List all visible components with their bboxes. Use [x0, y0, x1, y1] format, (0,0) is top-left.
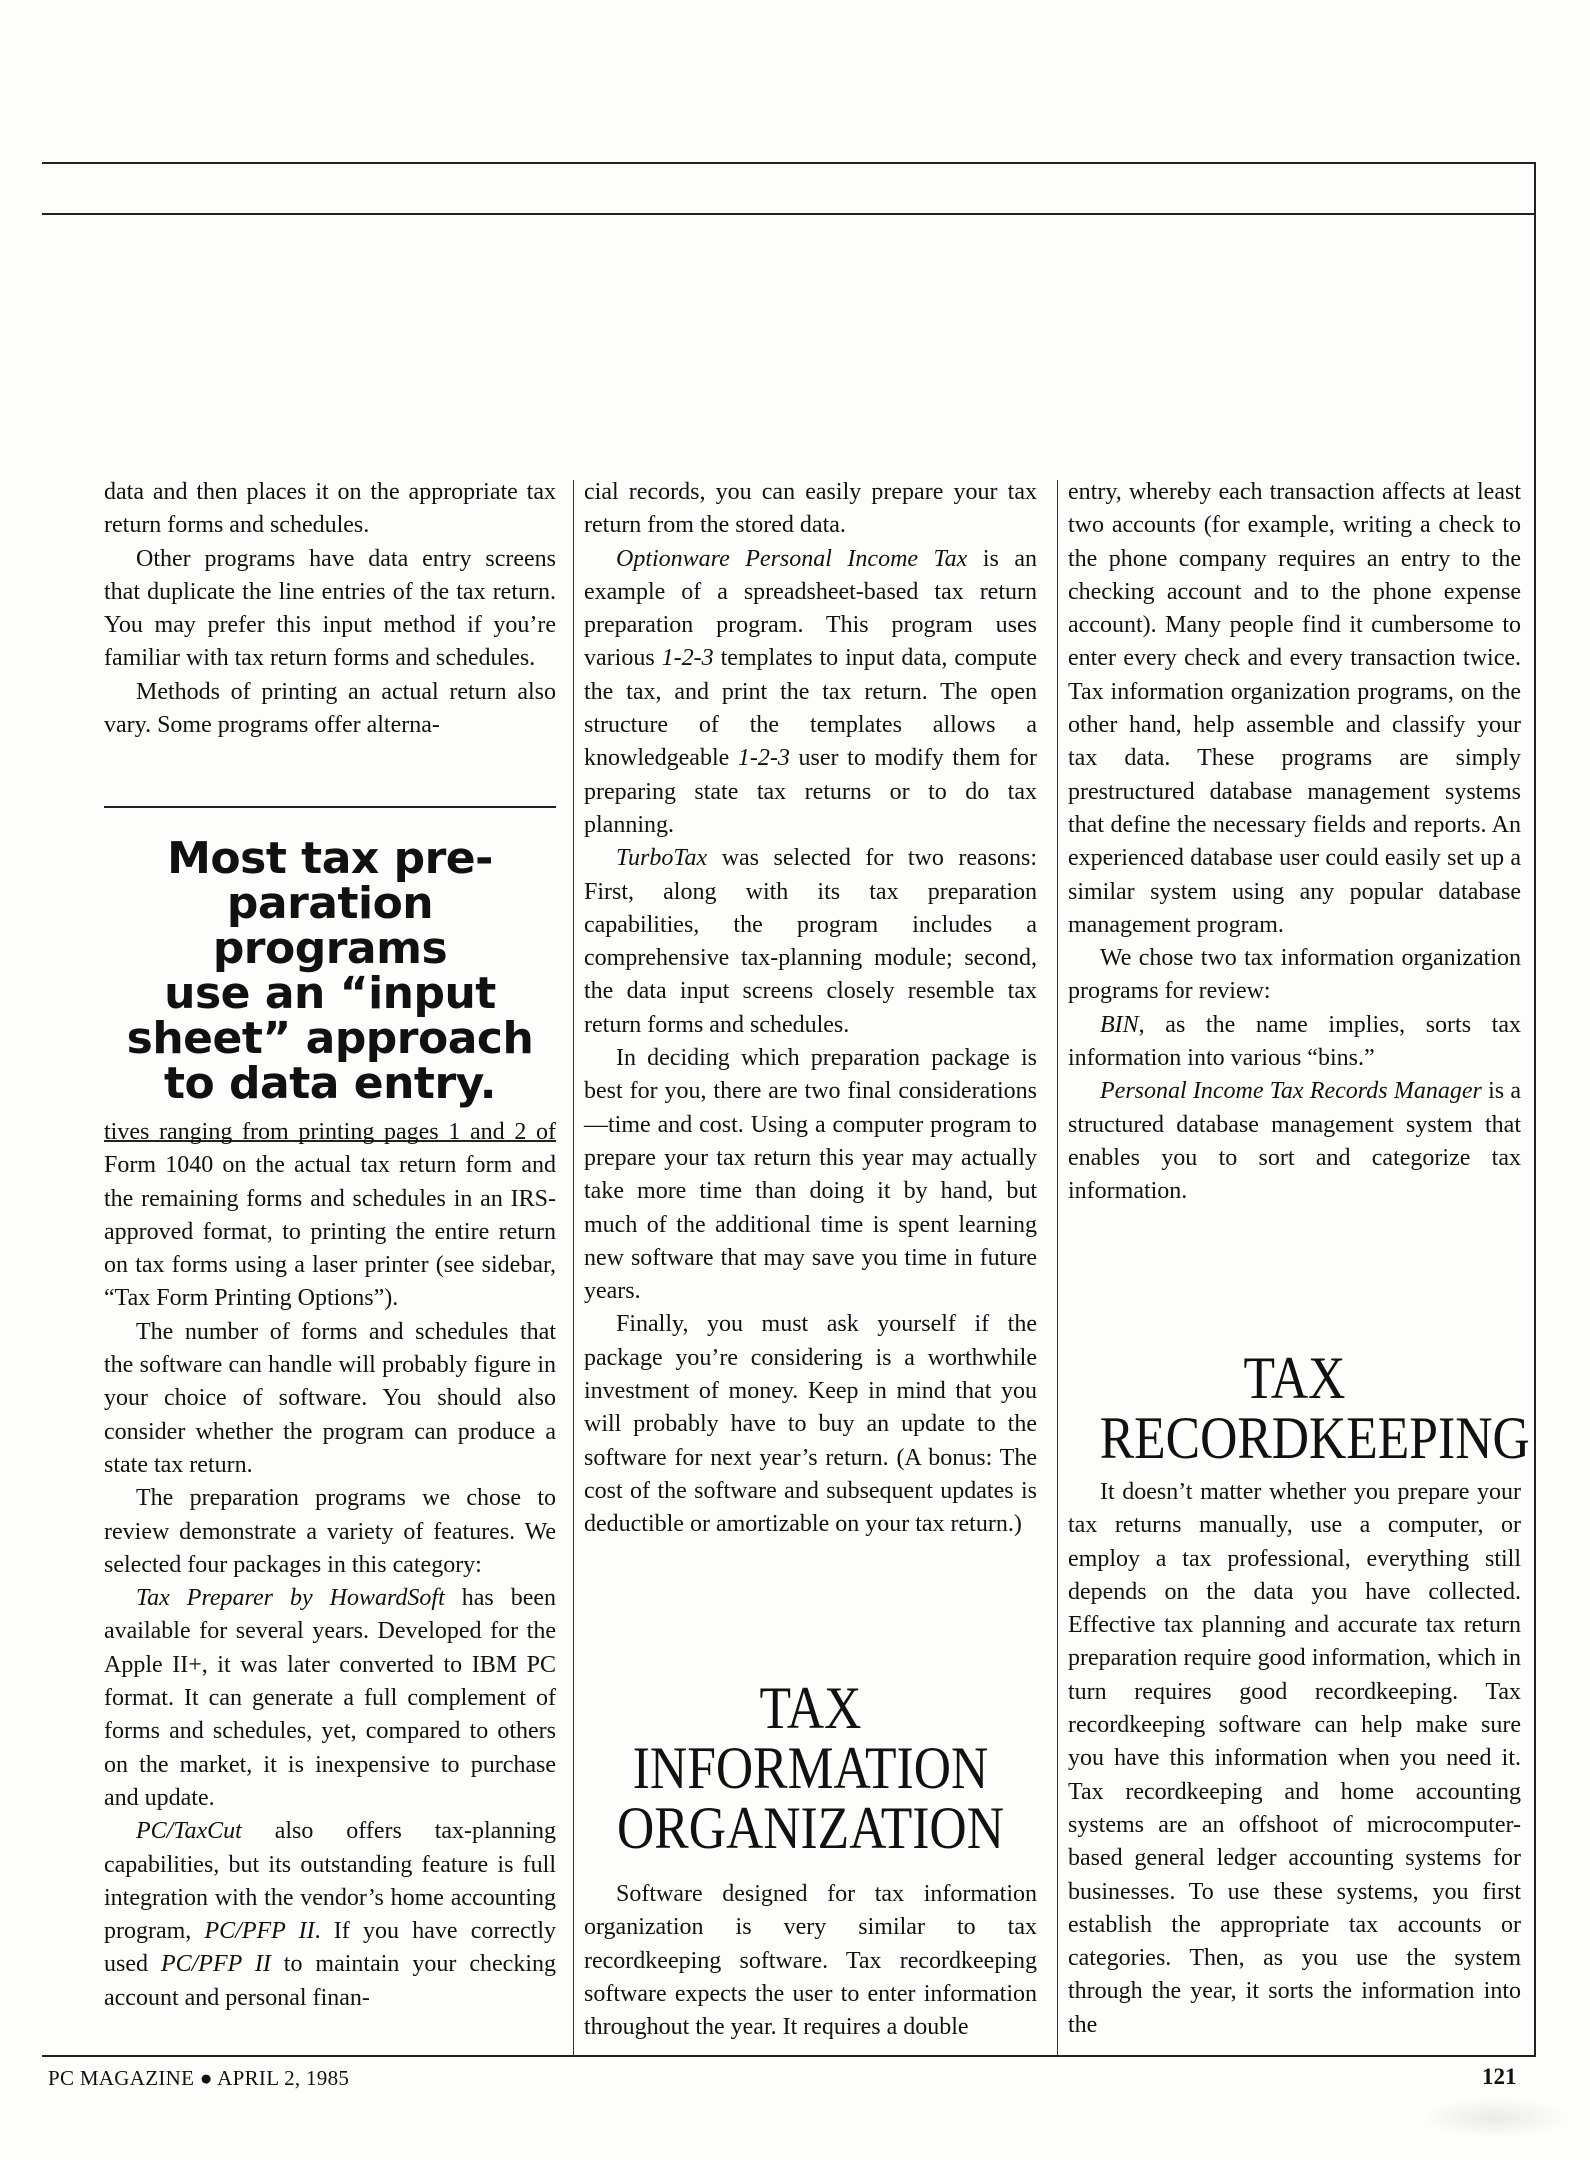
paragraph-text: to maintain your checking account and personal finan- — [104, 1951, 556, 2011]
column-3-top — [1068, 476, 1521, 1209]
paragraph-text: was selected for two reasons: First, along with its tax preparation capabilities, the program includes a comprehensive tax-planning module; second, the data input screens closely resemble tax return forms and schedules. — [584, 845, 1037, 1038]
heading-line: TAX — [759, 1675, 862, 1741]
paragraph: tives ranging from printing pages 1 and 2 of Form 1040 on the actual tax return form and the remaining forms and schedules in an IRS-approved format, to printing the entire return on tax forms using a laser printer (see sidebar, “Tax Form Printing Options”). — [104, 1119, 556, 1312]
paragraph — [1068, 1075, 1521, 1208]
paragraph: Finally, you must ask yourself if the package you’re considering is a worthwhile investment of money. Keep in mind that you will probably have to buy an update to the software for next year’s return. (A bonus: The cost of the software and subsequent updates is deductible or amortizable on your tax return.) — [584, 1311, 1037, 1538]
pull-quote-line: Most tax pre- — [167, 833, 493, 884]
product-name: Optionware Personal Income Tax — [616, 545, 968, 572]
paragraph: It doesn’t matter whether you prepare your tax returns manually, use a computer, or employ a tax professional, everything still depends on the data you have collected. Effective tax planning and accurate tax return preparation require good information, which in turn requires good recordkeeping. Tax recordkeeping software can help make sure you have this information when you need it. Tax recordkeeping and home accounting systems are an offshoot of microcomputer-based general ledger accounting systems for businesses. To use these systems, you first establish the appropriate tax accounts or categories. Then, as you use the system through the year, it sorts the information into the — [1068, 1479, 1521, 2038]
paragraph-text: . If you have correctly used — [104, 1918, 556, 1978]
paragraph-text: is an example of a spreadsheet-based tax return preparation program. This program uses various — [584, 545, 1037, 672]
pull-quote-line: paration programs — [212, 878, 448, 974]
paragraph: data and then places it on the appropriate tax return forms and schedules. — [104, 479, 556, 539]
column-2-top — [584, 476, 1037, 1542]
paragraph: In deciding which preparation package is best for you, there are two final considerations—time and cost. Using a computer program to prepare your tax return this year may actually take more time than doing it by hand, but much of the additional time is spent learning new software that may save you time in future years. — [584, 1045, 1037, 1305]
column-divider-2 — [1057, 480, 1058, 2055]
column-1-top — [104, 476, 556, 742]
section-heading-tax-information-organization — [616, 1675, 1006, 1861]
paragraph-text: , as the name implies, sorts tax information into various “bins.” — [1068, 1011, 1521, 1072]
paragraph-text: has been available for several years. Developed for the Apple II+, it was later converted to IBM PC format. It can generate a full complement of forms and schedules, yet, compared to others on the market, it is inexpensive to purchase and update. — [104, 1585, 556, 1811]
product-name: Tax Preparer by HowardSoft — [136, 1585, 445, 1612]
section-heading-tax-recordkeeping — [1099, 1345, 1530, 1471]
product-name: PC/TaxCut — [136, 1818, 242, 1845]
heading-line: INFORMATION — [632, 1735, 989, 1801]
paragraph — [104, 1582, 556, 1815]
column-divider-1 — [573, 480, 574, 2055]
column-2-bottom — [584, 1878, 1037, 2044]
paragraph: entry, whereby each transaction affects at least two accounts (for example, writing a check to the phone company requires an entry to the checking account and to the phone expense account). Many people find it cumbersome to enter every check and every transaction twice. Tax information organization programs, on the other hand, help assemble and classify your tax data. These programs are simply prestructured database management systems that define the necessary fields and reports. An experienced database user could easily set up a similar system using any popular database management program. — [1068, 479, 1521, 938]
product-name: BIN — [1100, 1011, 1139, 1038]
top-rule — [42, 162, 1536, 164]
paragraph — [104, 1815, 556, 2015]
paragraph — [584, 543, 1037, 843]
page-number: 121 — [1482, 2064, 1517, 2089]
paragraph: The number of forms and schedules that the software can handle will probably figure in your choice of software. You should also consider whether the program can produce a state tax return. — [104, 1318, 556, 1478]
paragraph: cial records, you can easily prepare your tax return from the stored data. — [584, 479, 1037, 539]
pull-quote-line: to data entry. — [163, 1058, 497, 1109]
product-name: TurboTax — [616, 845, 708, 872]
pull-quote — [104, 806, 556, 1142]
paragraph: The preparation programs we chose to review demonstrate a variety of features. We selected four packages in this category: — [104, 1485, 556, 1578]
product-name: 1-2-3 — [737, 745, 790, 772]
heading-line: RECORDKEEPING — [1099, 1405, 1530, 1471]
column-1-bottom — [104, 1116, 556, 2015]
product-name: 1-2-3 — [661, 645, 714, 672]
right-border-rule — [1534, 162, 1536, 2057]
scan-smudge — [1420, 2098, 1570, 2138]
paragraph: Other programs have data entry screens that duplicate the line entries of the tax return. You may prefer this input method if you’re familiar with tax return forms and schedules. — [104, 545, 556, 672]
footer-publication: PC MAGAZINE ● APRIL 2, 1985 — [48, 2066, 350, 2090]
product-name: Personal Income Tax Records Manager — [1100, 1078, 1482, 1105]
paragraph-text: is a structured database management system that enables you to sort and categorize tax information. — [1068, 1078, 1521, 1205]
pull-quote-line: use an “input — [164, 968, 496, 1019]
paragraph — [584, 842, 1037, 1042]
pull-quote-line: sheet” approach — [126, 1013, 534, 1064]
paragraph-text: templates to input data, compute the tax, and print the tax return. The open structure of the templates allows a knowledgeable — [584, 645, 1037, 772]
product-name: PC/PFP II — [160, 1951, 271, 1978]
product-name: PC/PFP II — [204, 1918, 315, 1945]
column-3-bottom — [1068, 1476, 1521, 2042]
paragraph: Software designed for tax information organization is very similar to tax recordkeeping software. Tax recordkeeping software expects the user to enter information throughout the year. It requires a double — [584, 1881, 1037, 2041]
header-rule — [42, 213, 1536, 215]
paragraph-text: user to modify them for preparing state tax returns or to do tax planning. — [584, 745, 1038, 838]
paragraph: We chose two tax information organization programs for review: — [1068, 945, 1521, 1005]
paragraph: Methods of printing an actual return also vary. Some programs offer alterna- — [104, 678, 556, 739]
footer-rule — [42, 2055, 1536, 2057]
paragraph — [1068, 1009, 1521, 1076]
heading-line: ORGANIZATION — [617, 1795, 1004, 1861]
paragraph-text: also offers tax-planning capabilities, but its outstanding feature is full integration with the vendor’s home accounting program, — [104, 1818, 556, 1945]
heading-line: TAX — [1243, 1345, 1346, 1411]
